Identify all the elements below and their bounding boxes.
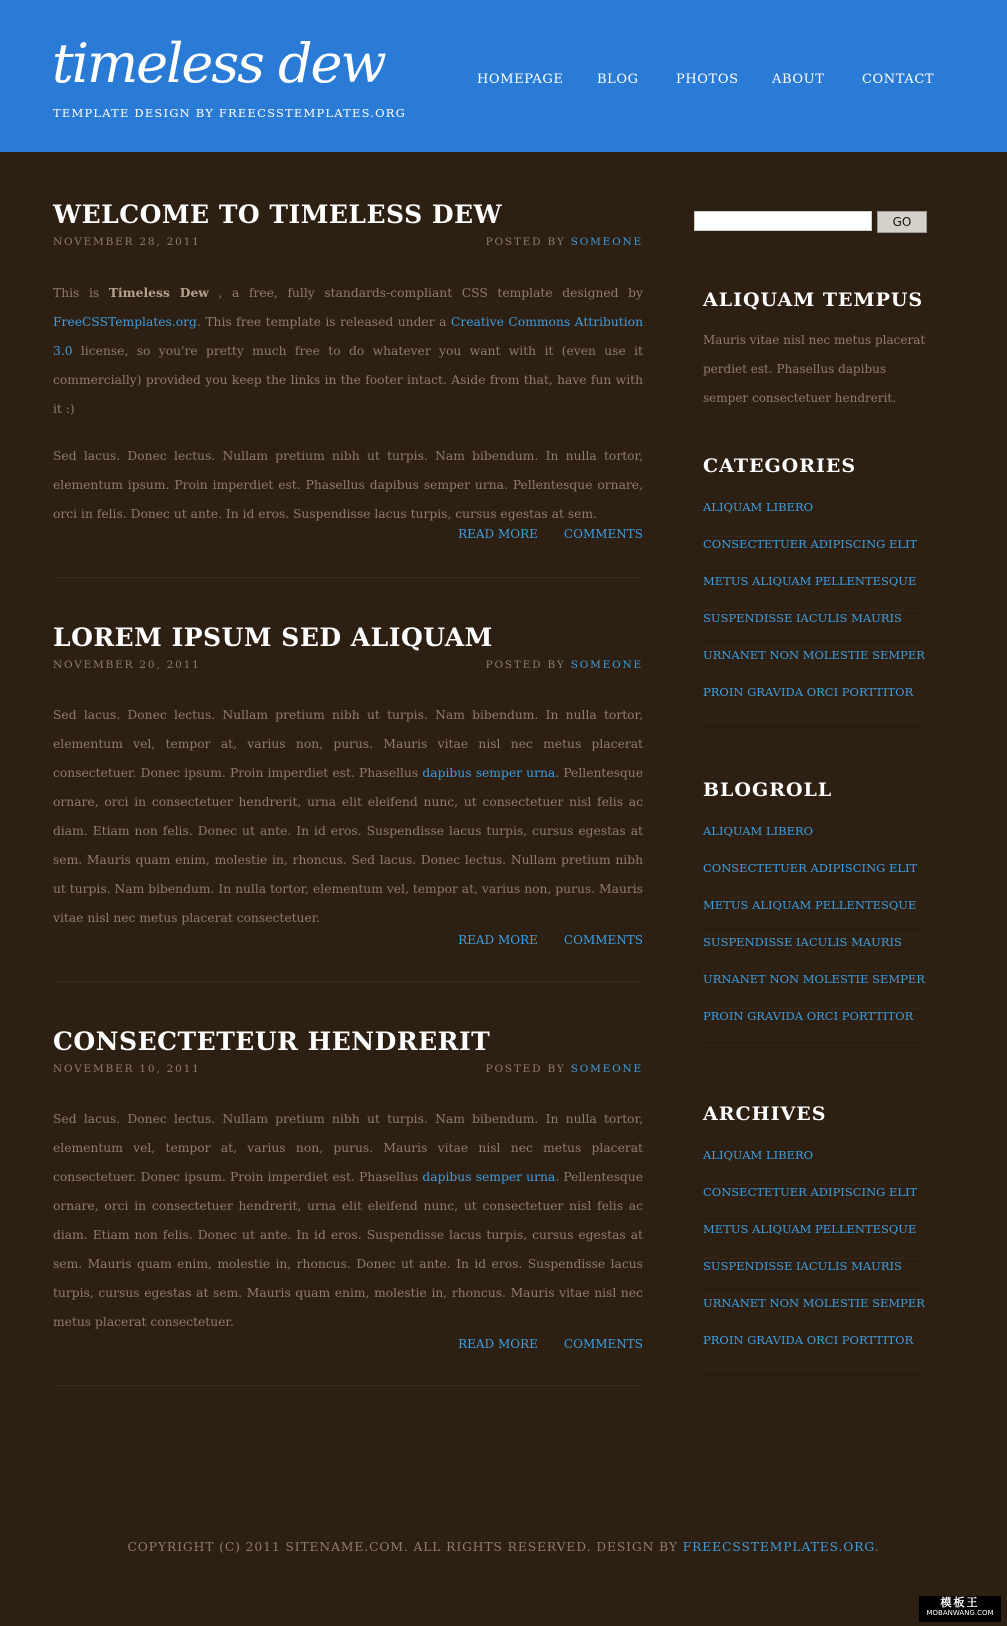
categories-title: CATEGORIES <box>703 455 857 477</box>
list-item <box>703 611 923 648</box>
text-span: . This free template is released under a <box>196 315 447 329</box>
category-link[interactable]: PROIN GRAVIDA ORCI PORTTITOR <box>703 685 914 699</box>
category-link[interactable]: SUSPENDISSE IACULIS MAURIS <box>703 611 902 625</box>
archive-link[interactable]: SUSPENDISSE IACULIS MAURIS <box>703 1259 902 1273</box>
archive-link[interactable]: CONSECTETUER ADIPISCING ELIT <box>703 1185 918 1199</box>
archives-list <box>703 1148 943 1370</box>
category-link[interactable]: ALIQUAM LIBERO <box>703 500 814 514</box>
text-span: . Pellentesque ornare, orci in consectetuer hendrerit, urna elit eleifend nunc, ut consectetuer nisl felis ac diam. Etiam non felis. Donec ut ante. In id eros. Suspendisse lacus turpis, cursus egestas at sem. Mauris quam enim, molestie in, rhoncus. Donec ut ante. In id eros. Suspendisse lacus turpis, cursus egestas at sem. Mauris quam enim, molestie in, rhoncus. Mauris vitae nisl nec metus placerat consectetuer. <box>53 1170 643 1329</box>
main-content <box>53 200 643 1431</box>
footer-end: . <box>874 1540 880 1554</box>
list-item <box>703 1222 923 1259</box>
post-meta <box>53 1063 643 1083</box>
blogroll-link[interactable]: METUS ALIQUAM PELLENTESQUE <box>703 898 917 912</box>
list-item <box>703 935 923 972</box>
archives-box <box>703 1102 943 1370</box>
text-span: This is <box>53 286 100 300</box>
nav-about[interactable]: ABOUT <box>772 72 825 87</box>
post-date: NOVEMBER 10, 2011 <box>53 1063 201 1075</box>
post-paragraph <box>53 1105 643 1337</box>
post-paragraph: Sed lacus. Donec lectus. Nullam pretium nibh ut turpis. Nam bibendum. In nulla tortor, elementum ipsum. Proin imperdiet est. Phasellus dapibus semper urna. Pellentesque ornare, orci in felis. Donec ut ante. In id eros. Suspendisse lacus turpis, cursus egestas at sem. <box>53 449 643 521</box>
post <box>53 1027 643 1431</box>
archive-link[interactable]: URNANET NON MOLESTIE SEMPER <box>703 1296 925 1310</box>
search-input[interactable] <box>694 211 872 231</box>
comments-link[interactable]: COMMENTS <box>563 933 643 947</box>
post-divider <box>53 577 643 578</box>
blogroll-box <box>703 778 943 1046</box>
post-links <box>432 527 643 541</box>
blogroll-link[interactable]: ALIQUAM LIBERO <box>703 824 814 838</box>
about-title: ALIQUAM TEMPUS <box>703 289 924 311</box>
post-divider <box>53 1385 643 1386</box>
list-item <box>703 1009 923 1046</box>
search-go-button[interactable]: GO <box>877 211 927 233</box>
post-title[interactable]: WELCOME TO TIMELESS DEW <box>53 200 503 229</box>
freecsstemplates-link[interactable]: FreeCSSTemplates.org <box>53 315 197 329</box>
list-item <box>703 500 923 537</box>
archive-link[interactable]: PROIN GRAVIDA ORCI PORTTITOR <box>703 1333 914 1347</box>
site-logo[interactable]: timeless dew <box>52 32 385 95</box>
post-entry <box>53 701 643 933</box>
comments-link[interactable]: COMMENTS <box>563 527 643 541</box>
list-item <box>703 1296 923 1333</box>
inline-link[interactable]: dapibus semper urna <box>422 766 556 780</box>
inline-link[interactable]: dapibus semper urna <box>422 1170 556 1184</box>
list-item <box>703 648 923 685</box>
post-links <box>432 933 643 947</box>
list-item <box>703 824 923 861</box>
copyright-text: COPYRIGHT (C) 2011 SITENAME.COM. ALL RIGHTS RESERVED. DESIGN BY <box>127 1540 678 1554</box>
read-more-link[interactable]: READ MORE <box>458 933 538 947</box>
categories-box <box>703 454 943 722</box>
author-link[interactable]: SOMEONE <box>570 236 643 248</box>
post-title[interactable]: LOREM IPSUM SED ALIQUAM <box>53 623 493 652</box>
read-more-link[interactable]: READ MORE <box>458 527 538 541</box>
list-item <box>703 537 923 574</box>
post-byline <box>486 236 643 248</box>
author-link[interactable]: SOMEONE <box>570 1063 643 1075</box>
list-item <box>703 1148 923 1185</box>
posted-by-label: POSTED BY <box>485 236 566 248</box>
nav-homepage[interactable]: HOMEPAGE <box>477 72 564 87</box>
post-meta <box>53 236 643 256</box>
post-date: NOVEMBER 20, 2011 <box>53 659 201 671</box>
post-byline <box>486 1063 643 1075</box>
archive-link[interactable]: ALIQUAM LIBERO <box>703 1148 814 1162</box>
text-span: Sed lacus. Donec lectus. Nullam pretium nibh ut turpis. Nam bibendum. In nulla tortor, elementum vel, tempor at, varius non, purus. Mauris vitae nisl nec metus placerat consectetuer. Donec ipsum. Proin imperdiet est. Phasellus <box>53 708 643 780</box>
list-item <box>703 898 923 935</box>
post-paragraph <box>53 701 643 933</box>
post-entry <box>53 1105 643 1337</box>
posted-by-label: POSTED BY <box>485 659 566 671</box>
category-link[interactable]: METUS ALIQUAM PELLENTESQUE <box>703 574 917 588</box>
watermark-url: MOBANWANG.COM <box>926 1609 994 1617</box>
site-tagline: TEMPLATE DESIGN BY FREECSSTEMPLATES.ORG <box>53 106 406 120</box>
post-date: NOVEMBER 28, 2011 <box>53 236 201 248</box>
list-item <box>703 972 923 1009</box>
blogroll-link[interactable]: SUSPENDISSE IACULIS MAURIS <box>703 935 902 949</box>
post-divider <box>53 981 643 982</box>
post-links <box>432 1337 643 1351</box>
watermark-logo <box>919 1596 1001 1622</box>
blogroll-title: BLOGROLL <box>703 779 833 801</box>
footer-design-link[interactable]: FREECSSTEMPLATES.ORG <box>682 1540 875 1554</box>
blogroll-link[interactable]: CONSECTETUER ADIPISCING ELIT <box>703 861 918 875</box>
post <box>53 200 643 623</box>
text-span: , a free, fully standards-compliant CSS template designed by <box>218 286 643 300</box>
post-title[interactable]: CONSECTETEUR HENDRERIT <box>53 1027 491 1056</box>
nav-contact[interactable]: CONTACT <box>862 72 935 87</box>
list-item <box>703 574 923 611</box>
posted-by-label: POSTED BY <box>485 1063 566 1075</box>
text-span: . Pellentesque ornare, orci in consectetuer hendrerit, urna elit eleifend nunc, ut consectetuer nisl felis ac diam. Etiam non felis. Donec ut ante. In id eros. Suspendisse lacus turpis, cursus egestas at sem. Mauris quam enim, molestie in, rhoncus. Sed lacus. Donec lectus. Nullam pretium nibh ut turpis. Nam bibendum. In nulla tortor, elementum vel, tempor at, varius non, purus. Mauris vitae nisl nec metus placerat consectetuer. <box>53 766 643 925</box>
post-paragraph <box>53 278 643 424</box>
nav-photos[interactable]: PHOTOS <box>676 72 739 87</box>
list-item <box>703 1185 923 1222</box>
categories-list <box>703 500 943 722</box>
list-item <box>703 685 923 722</box>
archive-link[interactable]: METUS ALIQUAM PELLENTESQUE <box>703 1222 917 1236</box>
category-link[interactable]: CONSECTETUER ADIPISCING ELIT <box>703 537 918 551</box>
site-footer <box>0 1540 1007 1554</box>
blogroll-link[interactable]: URNANET NON MOLESTIE SEMPER <box>703 972 925 986</box>
read-more-link[interactable]: READ MORE <box>458 1337 538 1351</box>
site-header <box>0 0 1007 152</box>
about-text: Mauris vitae nisl nec metus placerat perdiet est. Phasellus dapibus semper consectetuer hendrerit. <box>703 333 926 405</box>
list-item <box>703 1333 923 1370</box>
comments-link[interactable]: COMMENTS <box>563 1337 643 1351</box>
blogroll-list <box>703 824 943 1046</box>
text-span: Sed lacus. Donec lectus. Nullam pretium nibh ut turpis. Nam bibendum. In nulla tortor, elementum vel, tempor at, varius non, purus. Mauris vitae nisl nec metus placerat consectetuer. Donec ipsum. Proin imperdiet est. Phasellus <box>53 1112 643 1184</box>
list-item <box>703 861 923 898</box>
author-link[interactable]: SOMEONE <box>570 659 643 671</box>
blogroll-link[interactable]: PROIN GRAVIDA ORCI PORTTITOR <box>703 1009 914 1023</box>
template-name: Timeless Dew <box>108 285 209 300</box>
post-byline <box>486 659 643 671</box>
list-item <box>703 1259 923 1296</box>
post <box>53 623 643 1027</box>
text-span: license, so you're pretty much free to do whatever you want with it (even use it commercially) provided you keep the links in the footer intact. Aside from that, have fun with it :) <box>53 344 643 416</box>
about-box <box>703 288 943 413</box>
nav-blog[interactable]: BLOG <box>597 72 639 87</box>
archives-title: ARCHIVES <box>703 1103 827 1125</box>
post-entry <box>53 278 643 529</box>
watermark-title: 模板王 <box>940 1596 980 1609</box>
post-meta <box>53 659 643 679</box>
creative-commons-link[interactable]: Creative Commons Attribution 3.0 <box>53 315 644 358</box>
category-link[interactable]: URNANET NON MOLESTIE SEMPER <box>703 648 925 662</box>
